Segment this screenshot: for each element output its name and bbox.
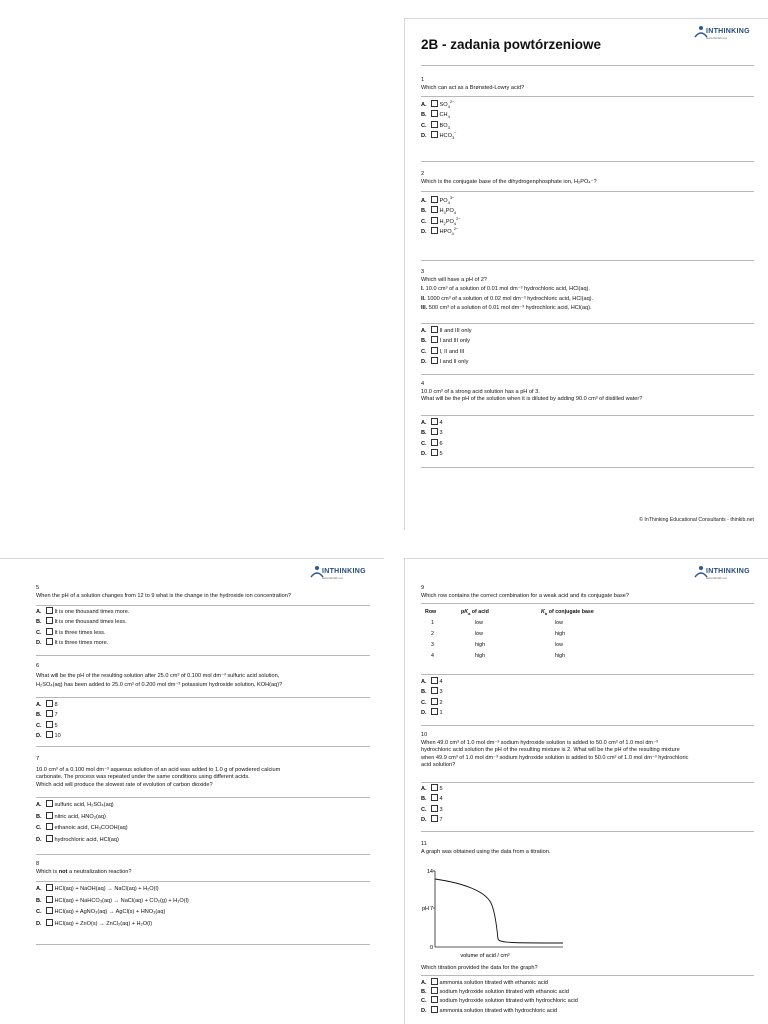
question-1 — [421, 77, 754, 92]
question-number: 8 — [36, 861, 40, 867]
checkbox[interactable] — [46, 896, 53, 903]
table-cell: low — [555, 619, 563, 626]
checkbox[interactable] — [431, 110, 438, 117]
titration-curve — [435, 879, 563, 943]
checkbox[interactable] — [431, 217, 438, 224]
option-b[interactable]: B. It is one thousand times less. — [36, 619, 127, 626]
option-c[interactable]: C. 2 — [421, 699, 443, 706]
option-a[interactable]: A. 4 — [421, 420, 443, 426]
table-cell: low — [475, 630, 483, 637]
question-stem: Which row contains the correct combination for a weak acid and its conjugate base? — [421, 592, 630, 599]
option-text: 7 — [54, 712, 58, 719]
logo-url: www.thinkib.net — [706, 36, 727, 40]
checkbox[interactable] — [431, 1006, 438, 1013]
question-8 — [36, 861, 370, 876]
checkbox[interactable] — [431, 815, 438, 822]
checkbox[interactable] — [431, 784, 438, 791]
divider — [421, 96, 754, 97]
divider — [421, 374, 754, 375]
question-stem: Which can act as a Brønsted-Lowry acid? — [421, 84, 525, 91]
option-text: 5 — [439, 451, 443, 458]
checkbox[interactable] — [431, 336, 438, 343]
checkbox[interactable] — [431, 206, 438, 213]
checkbox[interactable] — [46, 884, 53, 891]
divider — [36, 605, 370, 606]
checkbox[interactable] — [46, 628, 53, 635]
table-cell: 1 — [431, 619, 434, 626]
option-c[interactable]: C. sodium hydroxide solution titrated with hydrochloric acid — [421, 998, 578, 1005]
option-text: It is three times more. — [54, 640, 109, 647]
option-a[interactable]: A. sulfuric acid, H₂SO₄(aq) — [36, 802, 114, 808]
question-number: 1 — [421, 77, 425, 83]
option-text: 5 — [439, 786, 443, 792]
checkbox[interactable] — [46, 710, 53, 717]
checkbox[interactable] — [431, 677, 438, 684]
table-cell: low — [555, 641, 563, 648]
divider — [421, 191, 754, 192]
table-row — [425, 628, 611, 639]
table-cell: high — [555, 653, 566, 660]
question-number: 11 — [421, 841, 427, 847]
option-b[interactable]: B. $H_3PO_4$ — [421, 208, 457, 216]
checkbox[interactable] — [431, 449, 438, 456]
option-d[interactable]: D. hydrochloric acid, HCl(aq) — [36, 836, 119, 843]
inthinking-logo — [694, 25, 748, 43]
table-cell: 3 — [431, 641, 434, 648]
question-6-options — [36, 700, 370, 742]
table-row — [425, 617, 611, 628]
checkbox[interactable] — [431, 428, 438, 435]
question-11 — [421, 841, 754, 856]
option-d[interactable]: D. $HPO_4^{2-}$ — [421, 226, 459, 237]
worksheet-page-1 — [404, 18, 768, 530]
option-text: II and III only — [439, 328, 472, 334]
option-text: It is one thousand times more. — [54, 609, 130, 615]
option-text: sodium hydroxide solution titrated with ethanoic acid — [439, 989, 569, 996]
option-b[interactable]: B. $CH_4$ — [421, 112, 450, 120]
option-d[interactable]: D. 10 — [36, 733, 61, 740]
option-text: 2 — [439, 699, 443, 706]
question-stem: What will be the pH of the resulting solution after 25.0 cm³ of 0.100 mol dm⁻³ sulfuric acid solution, — [36, 672, 280, 679]
option-text: 4 — [439, 420, 443, 426]
option-text: sulfuric acid, H₂SO₄(aq) — [54, 802, 114, 808]
table-header: Row — [425, 609, 437, 615]
checkbox[interactable] — [431, 418, 438, 425]
option-d[interactable]: D. 7 — [421, 817, 443, 824]
statement-text: 1000 cm³ of a solution of 0.02 mol dm⁻³ hydrochloric acid, HCl(aq). — [427, 295, 594, 302]
option-text: HCl(aq) + NaOH(aq) → NaCl(aq) + H₂O(l) — [54, 886, 159, 892]
y-tick-label: 0 — [429, 945, 433, 951]
table-header: $K_b$ of conjugate base — [541, 609, 594, 617]
question-stem: Which acid will produce the slowest rate of evolution of carbon dioxide? — [36, 781, 213, 788]
option-b[interactable]: B. 3 — [421, 430, 443, 437]
table-cell: 2 — [431, 630, 434, 637]
question-number: 5 — [36, 585, 40, 591]
question-7-options — [36, 800, 370, 846]
divider — [36, 854, 370, 855]
page-title: 2B - zadania powtórzeniowe — [421, 37, 602, 52]
option-b[interactable]: B. I and III only — [421, 338, 470, 345]
question-11-prompt — [421, 965, 754, 973]
divider — [36, 944, 370, 945]
stem-part: a neutralization reaction? — [67, 868, 132, 875]
option-text: HCl(aq) + AgNO₃(aq) → AgCl(s) + HNO₃(aq) — [54, 909, 166, 915]
checkbox[interactable] — [431, 996, 438, 1003]
option-c[interactable]: C. 5 — [36, 722, 58, 729]
question-7 — [36, 756, 370, 789]
question-number: 3 — [421, 269, 425, 275]
question-stem: when 49.9 cm³ of 1.0 mol dm⁻³ sodium hydroxide solution is added to 50.0 cm³ of 1.0 mol dm⁻³ hydrochloric — [421, 754, 689, 761]
divider — [421, 603, 754, 604]
checkbox[interactable] — [431, 987, 438, 994]
stem-part: Which is — [36, 868, 59, 875]
question-3-options — [421, 326, 754, 368]
worksheet-page-2 — [0, 558, 384, 1024]
option-d[interactable]: D. ammonia solution titrated with hydrochloric acid — [421, 1007, 558, 1014]
option-a[interactable]: A. II and III only — [421, 328, 472, 334]
table-row — [425, 639, 611, 650]
checkbox[interactable] — [431, 698, 438, 705]
divider — [421, 467, 754, 468]
question-stem: Which is the conjugate base of the dihydrogenphosphate ion, H₂PO₄⁻? — [421, 178, 597, 185]
question-stem: hydrochloric acid solution the pH of the resulting mixture is 2. What will be the pH of the resulting mixture — [421, 747, 680, 754]
option-a[interactable]: A. 8 — [36, 702, 58, 708]
option-text: 8 — [54, 702, 58, 708]
y-axis-label: pH — [422, 906, 430, 912]
option-text: 3 — [439, 689, 443, 696]
divider — [36, 746, 370, 747]
checkbox[interactable] — [431, 196, 438, 203]
option-text: It is three times less. — [54, 629, 106, 636]
question-4-options — [421, 418, 754, 460]
checkbox[interactable] — [46, 823, 53, 830]
option-text: ammonia solution titrated with ethanoic acid — [439, 980, 549, 986]
question-10-options — [421, 784, 754, 826]
question-2 — [421, 171, 754, 186]
divider — [36, 655, 370, 656]
option-c[interactable]: C. $BO_3$ — [421, 122, 450, 130]
checkbox[interactable] — [431, 347, 438, 354]
checkbox[interactable] — [431, 978, 438, 985]
inthinking-logo — [310, 565, 364, 583]
option-b[interactable]: B. 7 — [36, 712, 58, 719]
option-b[interactable]: B. nitric acid, HNO₃(aq) — [36, 813, 106, 820]
option-d[interactable]: D. It is three times more. — [36, 640, 109, 647]
statement-text: 10.0 cm³ of a solution of 0.01 mol dm⁻³ hydrochloric acid, HCl(aq). — [425, 286, 590, 293]
logo-wordmark: INTHINKING — [322, 568, 366, 575]
divider — [421, 260, 754, 261]
option-d[interactable]: D. HCl(aq) + ZnO(s) → ZnCl₂(aq) + H₂O(l) — [36, 920, 153, 927]
checkbox[interactable] — [46, 617, 53, 624]
row-table — [425, 607, 611, 662]
option-text: ammonia solution titrated with hydrochloric acid — [439, 1007, 558, 1014]
divider — [36, 797, 370, 798]
checkbox[interactable] — [431, 100, 438, 107]
option-c[interactable]: C. ethanoic acid, CH₃COOH(aq) — [36, 825, 128, 831]
logo-url: www.thinkib.net — [322, 576, 343, 580]
option-c[interactable]: C. HCl(aq) + AgNO₃(aq) → AgCl(s) + HNO₃(aq) — [36, 909, 166, 915]
option-text: 7 — [439, 817, 443, 824]
divider — [421, 65, 754, 66]
option-text: I and III only — [439, 338, 470, 345]
question-2-options — [421, 196, 754, 238]
option-a[interactable]: A. It is one thousand times more. — [36, 609, 130, 615]
question-9-options — [421, 677, 754, 719]
question-4 — [421, 381, 754, 404]
table-header: $pK_a$ of acid — [461, 609, 489, 617]
inthinking-logo — [694, 565, 748, 583]
table-cell: 4 — [431, 653, 434, 660]
question-stem: 10.0 cm³ of a 0.100 mol dm⁻³ aqueous solution of an acid was added to 1.0 g of powdered calcium — [36, 766, 281, 773]
table-cell: high — [475, 641, 486, 648]
option-text: 3 — [439, 430, 443, 437]
option-c[interactable]: C. $H_2PO_4^{2-}$ — [421, 215, 461, 226]
y-tick-label: 7 — [429, 906, 433, 912]
option-d[interactable]: D. $HCO_3^-$ — [421, 130, 457, 141]
option-text: 10 — [54, 733, 61, 740]
stem-emphasis: not — [58, 868, 68, 875]
question-stem: When the pH of a solution changes from 12 to 9 what is the change in the hydroxide ion concentration? — [36, 592, 291, 599]
option-b[interactable]: B. 3 — [421, 689, 443, 696]
question-stem: carbonate. The process was repeated under the same conditions using different acids. — [36, 774, 250, 781]
checkbox[interactable] — [46, 700, 53, 707]
option-text: 4 — [439, 796, 443, 803]
option-d[interactable]: D. 1 — [421, 710, 443, 717]
worksheet-page-3 — [404, 558, 768, 1024]
question-10 — [421, 732, 754, 770]
option-b[interactable]: B. sodium hydroxide solution titrated with ethanoic acid — [421, 989, 569, 996]
option-c[interactable]: C. It is three times less. — [36, 629, 106, 636]
option-a[interactable]: A. $PO_4^{3-}$ — [421, 195, 455, 206]
checkbox[interactable] — [431, 357, 438, 364]
y-tick-label: 14 — [426, 869, 433, 875]
divider — [421, 831, 754, 832]
question-5 — [36, 585, 370, 600]
question-number: 4 — [421, 381, 425, 387]
checkbox[interactable] — [46, 907, 53, 914]
option-a[interactable]: A. $SO_4^{2-}$ — [421, 99, 455, 110]
question-stem: H₂SO₄(aq) has been added to 25.0 cm³ of 0.200 mol dm⁻³ potassium hydroxide solution, KOH(aq)? — [36, 682, 283, 689]
option-a[interactable]: A. HCl(aq) + NaOH(aq) → NaCl(aq) + H₂O(l) — [36, 886, 159, 892]
option-text: I, II and III — [439, 348, 465, 355]
logo-wordmark: INTHINKING — [706, 568, 750, 575]
checkbox[interactable] — [431, 131, 438, 138]
question-stem: 10.0 cm³ of a strong acid solution has a pH of 3. — [421, 388, 540, 395]
logo-url: www.thinkib.net — [706, 576, 727, 580]
question-stem: Which titration provided the data for the graph? — [421, 965, 538, 971]
option-text: It is one thousand times less. — [54, 619, 127, 626]
question-stem: When 49.0 cm³ of 1.0 mol dm⁻³ sodium hydroxide solution is added to 50.0 cm³ of 1.0 mol dm⁻³ — [421, 739, 658, 746]
divider — [36, 881, 370, 882]
checkbox[interactable] — [431, 708, 438, 715]
option-d[interactable]: D. I and II only — [421, 359, 469, 366]
option-text: nitric acid, HNO₃(aq) — [54, 813, 106, 820]
question-9 — [421, 585, 754, 600]
option-text: 6 — [439, 440, 443, 447]
table-cell: high — [475, 653, 486, 660]
divider — [421, 415, 754, 416]
question-stem — [36, 869, 370, 877]
question-5-options — [36, 607, 370, 649]
question-number: 9 — [421, 585, 425, 591]
table-cell: low — [475, 619, 483, 626]
option-c[interactable]: C. 3 — [421, 806, 443, 813]
option-text: sodium hydroxide solution titrated with hydrochloric acid — [439, 998, 578, 1005]
checkbox[interactable] — [431, 121, 438, 128]
option-c[interactable]: C. I, II and III — [421, 348, 465, 355]
statement-ii: II. 1000 cm³ of a solution of 0.02 mol dm⁻³ hydrochloric acid, HCl(aq). — [421, 295, 594, 302]
checkbox[interactable] — [46, 800, 53, 807]
option-a[interactable]: A. ammonia solution titrated with ethanoic acid — [421, 980, 549, 986]
option-text: 4 — [439, 679, 443, 685]
question-number: 2 — [421, 171, 425, 177]
option-a[interactable]: A. 5 — [421, 786, 443, 792]
option-text: 5 — [54, 722, 58, 729]
option-text: HCl(aq) + ZnO(s) → ZnCl₂(aq) + H₂O(l) — [54, 920, 153, 927]
divider — [421, 975, 754, 976]
checkbox[interactable] — [46, 919, 53, 926]
divider — [421, 782, 754, 783]
option-a[interactable]: A. 4 — [421, 679, 443, 685]
divider — [421, 323, 754, 324]
question-stem: What will be the pH of the solution when it is diluted by adding 90.0 cm³ of distilled water? — [421, 396, 643, 403]
checkbox[interactable] — [46, 721, 53, 728]
table-cell: high — [555, 630, 566, 637]
option-text: 3 — [439, 806, 443, 813]
question-3 — [421, 269, 754, 313]
checkbox[interactable] — [431, 805, 438, 812]
question-1-options — [421, 100, 754, 142]
question-number: 6 — [36, 663, 40, 669]
statement-text: 500 cm³ of a solution of 0.01 mol dm⁻³ hydrochloric acid, HCl(aq). — [428, 305, 592, 312]
statement-i: I. 10.0 cm³ of a solution of 0.01 mol dm⁻³ hydrochloric acid, HCl(aq). — [421, 286, 590, 293]
option-c[interactable]: C. 6 — [421, 440, 443, 447]
question-6 — [36, 663, 370, 690]
divider — [421, 161, 754, 162]
checkbox[interactable] — [431, 439, 438, 446]
option-b[interactable]: B. 4 — [421, 796, 443, 803]
option-b[interactable]: B. HCl(aq) + NaHCO₃(aq) → NaCl(aq) + CO₂(g) + H₂O(l) — [36, 897, 189, 904]
checkbox[interactable] — [46, 607, 53, 614]
divider — [421, 674, 754, 675]
option-text: HCl(aq) + NaHCO₃(aq) → NaCl(aq) + CO₂(g) + H₂O(l) — [54, 897, 189, 904]
x-axis-label: volume of acid / cm³ — [460, 953, 510, 959]
checkbox[interactable] — [46, 638, 53, 645]
checkbox[interactable] — [431, 687, 438, 694]
question-8-options — [36, 884, 370, 930]
question-number: 7 — [36, 756, 40, 762]
option-text: I and II only — [439, 359, 469, 366]
option-text: 1 — [439, 710, 443, 717]
divider — [36, 697, 370, 698]
logo-wordmark: INTHINKING — [706, 28, 750, 35]
checkbox[interactable] — [46, 731, 53, 738]
checkbox[interactable] — [46, 835, 53, 842]
divider — [421, 725, 754, 726]
option-text: hydrochloric acid, HCl(aq) — [54, 836, 119, 843]
checkbox[interactable] — [431, 326, 438, 333]
option-d[interactable]: D. 5 — [421, 451, 443, 458]
table-row — [425, 651, 611, 662]
footer-copyright: © InThinking Educational Consultants - thinkib.net — [639, 517, 754, 523]
titration-graph — [423, 859, 573, 959]
question-stem: A graph was obtained using the data from a titration. — [421, 848, 551, 855]
question-stem: Which will have a pH of 2? — [421, 276, 487, 283]
question-stem: acid solution? — [421, 762, 456, 769]
checkbox[interactable] — [46, 812, 53, 819]
statement-iii: III. 500 cm³ of a solution of 0.01 mol dm⁻³ hydrochloric acid, HCl(aq). — [421, 305, 592, 312]
checkbox[interactable] — [431, 794, 438, 801]
checkbox[interactable] — [431, 227, 438, 234]
question-11-options — [421, 978, 754, 1015]
option-text: ethanoic acid, CH₃COOH(aq) — [54, 825, 128, 831]
question-number: 10 — [421, 732, 428, 738]
